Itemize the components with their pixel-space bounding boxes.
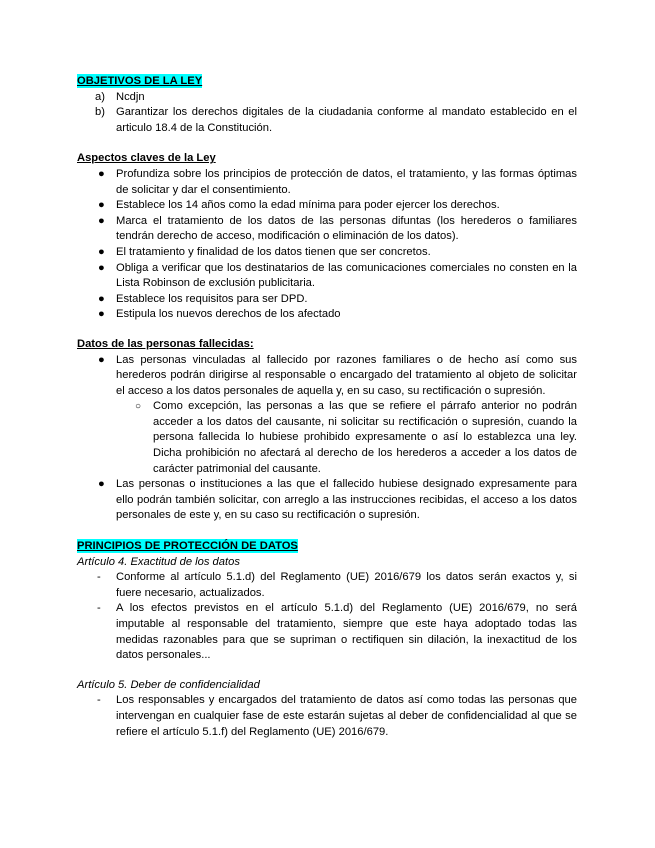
principios-title: PRINCIPIOS DE PROTECCIÓN DE DATOS: [77, 540, 298, 553]
list-item: [77, 307, 577, 323]
list-item-text: Profundiza sobre los principios de protección de datos, el tratamiento, y las formas óptimas de solicitar y dar el consentimiento.: [116, 167, 577, 196]
art4-list: [77, 570, 577, 664]
list-item: [77, 693, 577, 740]
list-item: [77, 167, 577, 198]
list-item-text: Los responsables y encargados del tratamiento de datos así como todas las personas que intervengan en cualquier fase de este estarán sujetas al deber de confidencialidad al que se refiere el artículo 5.1.f) del Reglamento (UE) 2016/679.: [116, 694, 577, 738]
aspectos-title: Aspectos claves de la Ley: [77, 152, 216, 165]
bullet-icon: ●: [98, 308, 105, 321]
bullet-icon: ●: [98, 245, 105, 258]
fallecidas-title: Datos de las personas fallecidas:: [77, 337, 254, 350]
dash-icon: -: [97, 602, 101, 615]
bullet-icon: ●: [98, 261, 105, 274]
list-item-text: Ncdjn: [116, 90, 145, 103]
objetivos-heading: [77, 74, 577, 90]
list-item-text: El tratamiento y finalidad de los datos tienen que ser concretos.: [116, 245, 431, 258]
dash-icon: -: [97, 571, 101, 584]
list-item: [77, 198, 577, 214]
list-item-text: Estipula los nuevos derechos de los afectado: [116, 308, 341, 321]
list-marker: b): [95, 106, 105, 119]
list-item: [77, 245, 577, 261]
dash-icon: -: [97, 694, 101, 707]
list-item: [77, 261, 577, 292]
bullet-icon: ●: [98, 478, 105, 491]
list-item-text: Las personas vinculadas al fallecido por razones familiares o de hecho así como sus herederos podrán dirigirse al responsable o encargado del tratamiento al objeto de solicitar el acceso a los datos personales de aquella y, en su caso, su rectificación o supresión.: [116, 353, 577, 397]
objetivos-title: OBJETIVOS DE LA LEY: [77, 75, 203, 87]
bullet-icon: ●: [98, 353, 105, 366]
principios-heading: [77, 539, 577, 555]
list-item: [77, 214, 577, 245]
list-item: [77, 477, 577, 524]
aspectos-list: [77, 167, 577, 323]
fallecidas-heading: [77, 337, 577, 353]
bullet-icon: ●: [98, 199, 105, 212]
list-item-text: Como excepción, las personas a las que se refiere el párrafo anterior no podrán acceder a los datos del causante, ni solicitar su rectificación o supresión, cuando la persona fallecida lo hubiese prohibido expresamente o así lo establezca una ley. Dicha prohibición no afectará al derecho de los herederos a acceder a los datos de carácter patrimonial del causante.: [153, 400, 577, 475]
list-item-text: Obliga a verificar que los destinatarios de las comunicaciones comerciales no consten en la Lista Robinson de exclusión publicitaria.: [116, 261, 577, 290]
list-marker: a): [95, 90, 105, 103]
bullet-icon: ●: [98, 214, 105, 227]
objetivos-list: [77, 90, 577, 137]
art5-list: [77, 693, 577, 740]
bullet-icon: ●: [98, 292, 105, 305]
list-item: [77, 601, 577, 663]
list-item: [77, 570, 577, 601]
fallecidas-list: [77, 353, 577, 525]
sub-list-item: [77, 399, 577, 477]
list-item-text: Garantizar los derechos digitales de la ciudadania conforme al mandato establecido en el articulo 18.4 de la Constitución.: [116, 106, 577, 134]
list-item-text: Las personas o instituciones a las que el fallecido hubiese designado expresamente para ello podrán también solicitar, con arreglo a las instrucciones recibidas, el acceso a los datos personales de este y, en su caso su rectificación o supresión.: [116, 478, 577, 522]
list-item-text: Marca el tratamiento de los datos de las personas difuntas (los herederos o familiares tendrán derecho de acceso, modificación o eliminación de los datos).: [116, 214, 577, 243]
list-item-text: Establece los 14 años como la edad mínima para poder ejercer los derechos.: [116, 199, 500, 212]
circle-bullet-icon: ○: [135, 401, 142, 413]
aspectos-heading: [77, 151, 577, 167]
list-item-text: A los efectos previstos en el artículo 5.1.d) del Reglamento (UE) 2016/679, no será imputable al responsable del tratamiento, siempre que este haya adoptado todas las medidas razonables para que se supriman o rectifiquen sin dilación, la inexactitud de los datos personales...: [116, 602, 577, 662]
art5-title: Artículo 5. Deber de confidencialidad: [77, 678, 260, 691]
list-item: [77, 105, 577, 136]
list-item: [77, 292, 577, 308]
bullet-icon: ●: [98, 167, 105, 180]
list-item: [77, 353, 577, 400]
list-item-text: Establece los requisitos para ser DPD.: [116, 292, 308, 305]
art4-title: Artículo 4. Exactitud de los datos: [77, 555, 240, 568]
list-item: [77, 90, 577, 106]
list-item-text: Conforme al artículo 5.1.d) del Reglamento (UE) 2016/679 los datos serán exactos y, si fuere necesario, actualizados.: [116, 571, 577, 599]
